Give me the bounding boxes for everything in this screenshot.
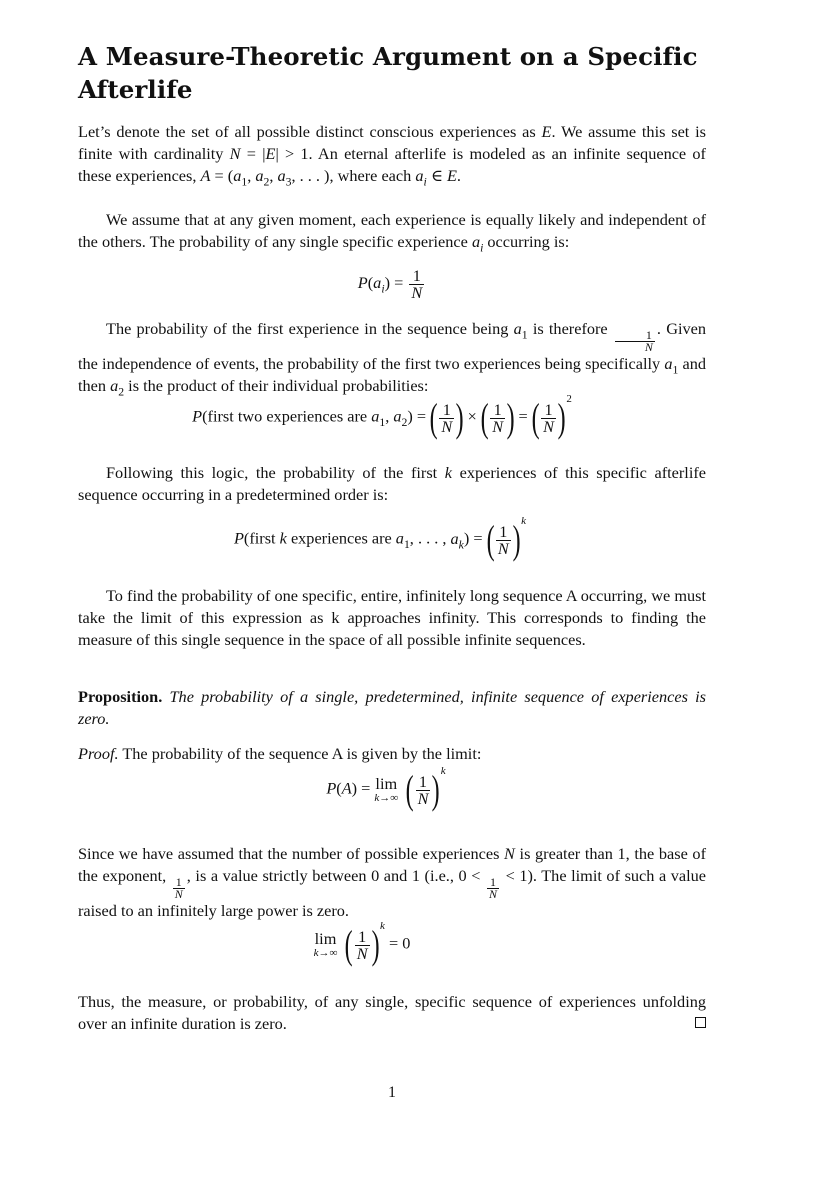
paragraph-definitions: Let’s denote the set of all possible distinct conscious experiences as E. We assume this set is finite with cardinality N = |E| > 1. An eternal afterlife is modeled as an infinite sequence of these experiences, $A = (a_1$, $a_2$, $a_3$, . . . ), where each $a_i$ ∈ E. [78, 122, 706, 189]
equation-single-probability: $P(a_i)$ = $\frac{1}{N}$ [357, 266, 423, 302]
page-number: 1 [388, 1084, 396, 1101]
equation-k-experiences: P(first k experiences are $a_1$, . . . , $a_k$) = ( $\frac{1}{N}$ )k [233, 514, 527, 562]
paragraph-limit-intro: To find the probability of one specific, entire, infinitely long sequence A occurring, we must take the limit of this expression as k approaches infinity. This corresponds to finding the measure of this single sequence in the space of all possible infinite sequences. [78, 586, 706, 649]
paragraph-assumption: We assume that at any given moment, each experience is equally likely and independent of the others. The probability of any single specific experience $a_i$ occurring is: [78, 210, 706, 255]
equation-limit-zero: lim k→∞ ( $\frac{1}{N}$ )k = 0 [313, 919, 411, 967]
proposition: Proposition. The probability of a single, predetermined, infinite sequence of experiences is zero. [78, 687, 706, 728]
proof-intro: Proof. The probability of the sequence A is given by the limit: [78, 744, 482, 763]
paragraph-conclusion: Thus, the measure, or probability, of any single, specific sequence of experiences unfolding over an infinite duration is zero. [78, 992, 706, 1033]
equation-limit: P(A) = lim k→∞ ( $\frac{1}{N}$ )k [326, 764, 446, 812]
paragraph-k-experiences: Following this logic, the probability of the first k experiences of this specific afterlife sequence occurring in a predetermined order is: [78, 463, 706, 504]
paragraph-two-experiences: The probability of the first experience in the sequence being $a_1$ is therefore $\frac{1}{N}$ . Given the independence of events, the probability of the first two experiences being specifically $a_1$ and then $a_2$ is the product of their individual probabilities: [78, 319, 707, 399]
page-title: A Measure-Theoretic Argument on a Specific Afterlife [78, 42, 698, 104]
equation-two-experiences: P(first two experiences are $a_1$, $a_2$) = ( $\frac{1}{N}$ ) × ( $\frac{1}{N}$ ) = ( $\frac{1}{N}$ )2 [192, 392, 572, 440]
paragraph-base-reasoning: Since we have assumed that the number of possible experiences N is greater than 1, the base of the exponent, $\frac{1}{N}$ , is a value strictly between 0 and 1 (i.e., 0 < $\frac{1}{N}$ < 1). The limit of such a value raised to an infinitely large power is zero. [78, 844, 707, 920]
qed-square-icon [695, 1017, 706, 1028]
